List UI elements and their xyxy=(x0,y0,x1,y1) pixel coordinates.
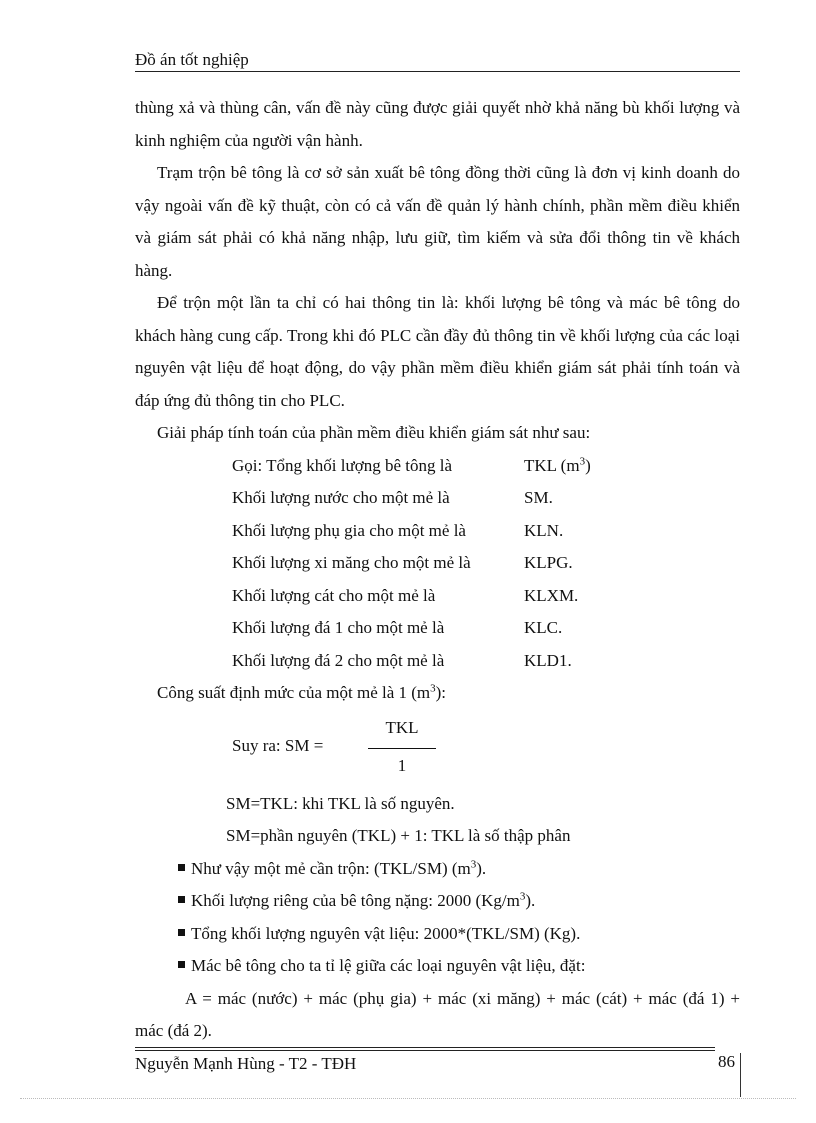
variable-description: Khối lượng nước cho một mẻ là xyxy=(232,488,450,507)
bullet-item: Như vậy một mẻ cần trộn: (TKL/SM) $(m^3)$. xyxy=(135,853,740,886)
variable-row xyxy=(135,450,740,483)
variable-row xyxy=(135,482,740,515)
page-header-title: Đồ án tốt nghiệp xyxy=(135,50,249,69)
variable-row xyxy=(135,645,740,678)
variable-description: Khối lượng phụ gia cho một mẻ là xyxy=(232,520,466,540)
margin-line xyxy=(740,1053,741,1097)
variable-row xyxy=(135,580,740,613)
variable-description: Khối lượng cát cho một mẻ là xyxy=(232,585,436,605)
page-bottom-border xyxy=(20,1098,796,1099)
document-body xyxy=(135,92,740,1048)
capacity-line: Công suất định mức của một mẻ là 1 $(m^3)$: xyxy=(157,682,447,702)
formula xyxy=(135,710,740,788)
paragraph-1: thùng xả và thùng cân, vấn đề này cũng được giải quyết nhờ khả năng bù khối lượng và kinh nghiệm của người vận hành. xyxy=(135,98,740,150)
variable-code: TKL $(m^3)$ xyxy=(524,454,591,475)
variable-description: Khối lượng đá 1 cho một mẻ là xyxy=(232,618,445,637)
variable-code: KLPG. xyxy=(524,553,573,572)
rule-line: SM=phần nguyên (TKL) + 1: TKL là số thập phân xyxy=(226,826,571,845)
variable-row xyxy=(135,547,740,580)
formula-prefix: Suy ra: SM = xyxy=(232,735,324,755)
variable-code: KLN. xyxy=(524,520,564,540)
equation: A = mác (nước) + mác (phụ gia) + mác (xi măng) + mác (cát) + mác (đá 1) + mác (đá 2). xyxy=(135,988,740,1040)
bullet-item: Tổng khối lượng nguyên vật liệu: 2000*(TKL/SM) (Kg). xyxy=(135,918,740,951)
footer-rule xyxy=(135,1050,715,1051)
footer-rule xyxy=(135,1047,715,1048)
variable-description: Khối lượng đá 2 cho một mẻ là xyxy=(232,650,445,670)
header-rule xyxy=(135,71,740,72)
variable-code: KLC. xyxy=(524,618,563,637)
variable-code: KLD1. xyxy=(524,650,572,670)
fraction-bar xyxy=(368,748,436,749)
variable-row xyxy=(135,612,740,645)
variable-description: Khối lượng xi măng cho một mẻ là xyxy=(232,553,471,572)
variable-row xyxy=(135,515,740,548)
bullet-item: Mác bê tông cho ta tỉ lệ giữa các loại nguyên vật liệu, đặt: xyxy=(135,950,740,983)
rule-line: SM=TKL: khi TKL là số nguyên. xyxy=(226,793,455,813)
variable-list xyxy=(135,450,740,678)
paragraph-2: Trạm trộn bê tông là cơ sở sản xuất bê tông đồng thời cũng là đơn vị kinh doanh do vậy ngoài vấn đề kỹ thuật, còn có cả vấn đề quản lý hành chính, phần mềm điều khiển và giám sát phải có khả năng nhập, lưu giữ, tìm kiếm và sửa đổi thông tin về khách hàng. xyxy=(135,163,740,280)
square-bullet-icon xyxy=(178,929,185,936)
variable-code: SM. xyxy=(524,488,553,507)
bullet-item: Khối lượng riêng của bê tông nặng: 2000 $(Kg/m^3)$. xyxy=(135,885,740,918)
variable-code: KLXM. xyxy=(524,585,579,605)
formula-numerator: TKL xyxy=(385,717,419,737)
square-bullet-icon xyxy=(178,896,185,903)
footer-author: Nguyễn Mạnh Hùng - T2 - TĐH xyxy=(135,1054,357,1073)
paragraph-3: Để trộn một lần ta chỉ có hai thông tin là: khối lượng bê tông và mác bê tông do khách hàng cung cấp. Trong khi đó PLC cần đầy đủ thông tin về khối lượng của các loại nguyên vật liệu để hoạt động, do vậy phần mềm điều khiển giám sát phải tính toán và đáp ứng đủ thông tin cho PLC. xyxy=(135,293,740,410)
square-bullet-icon xyxy=(178,864,185,871)
square-bullet-icon xyxy=(178,961,185,968)
page-number: 86 xyxy=(718,1052,735,1071)
paragraph-4: Giải pháp tính toán của phần mềm điều khiển giám sát như sau: xyxy=(157,423,591,442)
variable-description: Gọi: Tổng khối lượng bê tông là xyxy=(232,455,452,475)
formula-denominator: 1 xyxy=(397,755,407,775)
